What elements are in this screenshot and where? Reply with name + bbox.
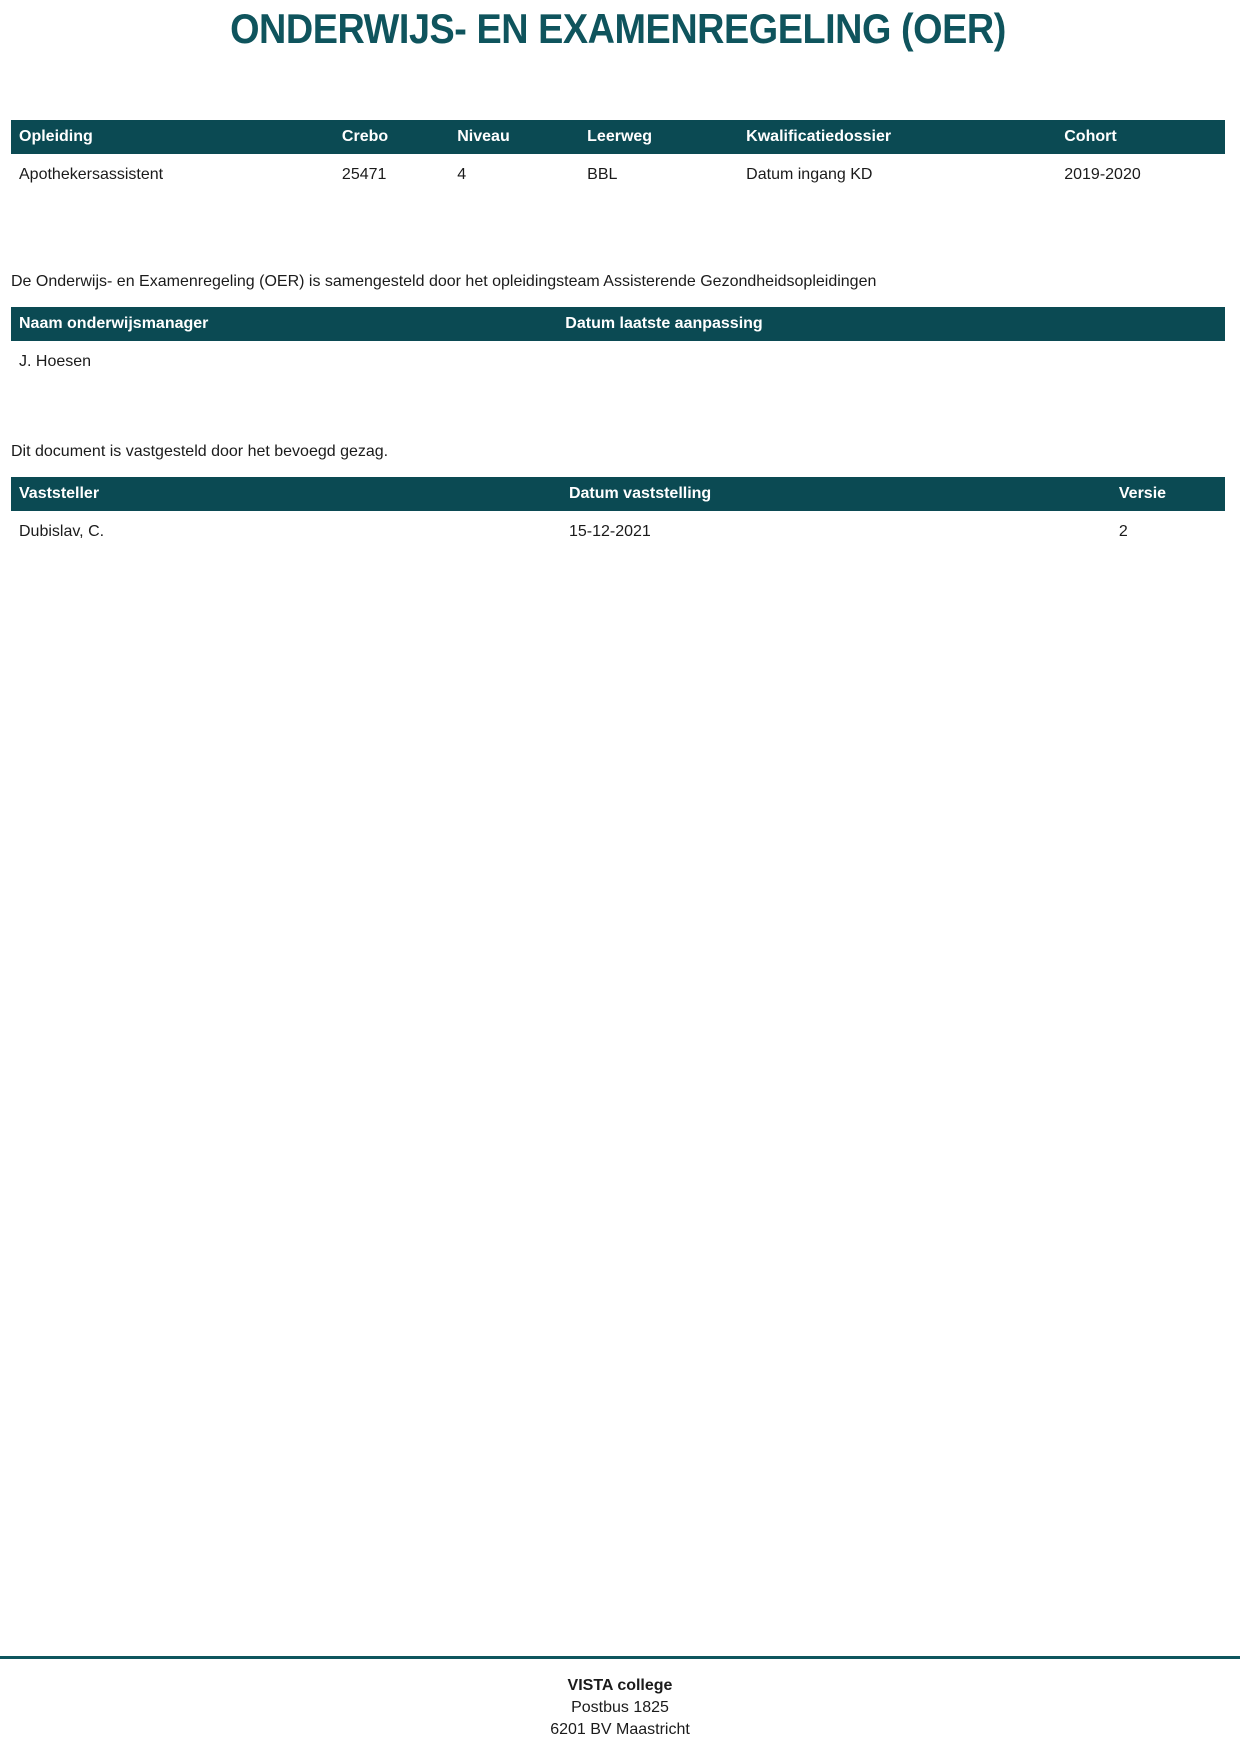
cell-datum-laatste-aanpassing xyxy=(557,341,1225,381)
footer-organization: VISTA college xyxy=(567,1677,673,1694)
table-row xyxy=(11,511,1225,551)
cell-cohort: 2019-2020 xyxy=(1056,154,1225,194)
table-header-row xyxy=(11,477,1225,511)
page-title-text: ONDERWIJS- EN EXAMENREGELING (OER) xyxy=(230,5,1006,52)
cell-opleiding: Apothekersassistent xyxy=(11,154,334,194)
column-header-datum-vaststelling: Datum vaststelling xyxy=(561,477,1111,511)
column-header-kwalificatiedossier: Kwalificatiedossier xyxy=(738,120,1056,154)
table-row xyxy=(11,341,1225,381)
column-header-vaststeller: Vaststeller xyxy=(11,477,561,511)
cell-crebo: 25471 xyxy=(334,154,449,194)
onderwijsmanager-table xyxy=(11,307,1225,381)
column-header-datum-laatste-aanpassing: Datum laatste aanpassing xyxy=(557,307,1225,341)
cell-kwalificatiedossier: Datum ingang KD xyxy=(738,154,1056,194)
vastgesteld-paragraph: Dit document is vastgesteld door het bevoegd gezag. xyxy=(11,443,389,461)
footer-address-line1: Postbus 1825 xyxy=(571,1699,669,1716)
cell-leerweg: BBL xyxy=(579,154,738,194)
column-header-niveau: Niveau xyxy=(449,120,579,154)
table-row xyxy=(11,154,1225,194)
opleiding-table xyxy=(11,120,1225,194)
column-header-cohort: Cohort xyxy=(1056,120,1225,154)
cell-vaststeller: Dubislav, C. xyxy=(11,511,561,551)
cell-datum-vaststelling: 15-12-2021 xyxy=(561,511,1111,551)
footer-address-line2: 6201 BV Maastricht xyxy=(550,1721,690,1738)
column-header-naam-onderwijsmanager: Naam onderwijsmanager xyxy=(11,307,557,341)
table-header-row xyxy=(11,307,1225,341)
samengesteld-paragraph: De Onderwijs- en Examenregeling (OER) is samengesteld door het opleidingsteam Assisterende Gezondheidsopleidingen xyxy=(11,273,877,290)
cell-versie: 2 xyxy=(1111,511,1225,551)
document-content xyxy=(0,0,1240,551)
column-header-opleiding: Opleiding xyxy=(11,120,334,154)
blank-area xyxy=(0,551,1240,1656)
cell-naam-onderwijsmanager: J. Hoesen xyxy=(11,341,557,381)
page-title xyxy=(11,5,1225,52)
column-header-crebo: Crebo xyxy=(334,120,449,154)
page-footer xyxy=(0,1656,1240,1755)
column-header-leerweg: Leerweg xyxy=(579,120,738,154)
table-header-row xyxy=(11,120,1225,154)
column-header-versie: Versie xyxy=(1111,477,1225,511)
vaststeller-table xyxy=(11,477,1225,551)
footer-address-block xyxy=(0,1659,1240,1741)
cell-niveau: 4 xyxy=(449,154,579,194)
